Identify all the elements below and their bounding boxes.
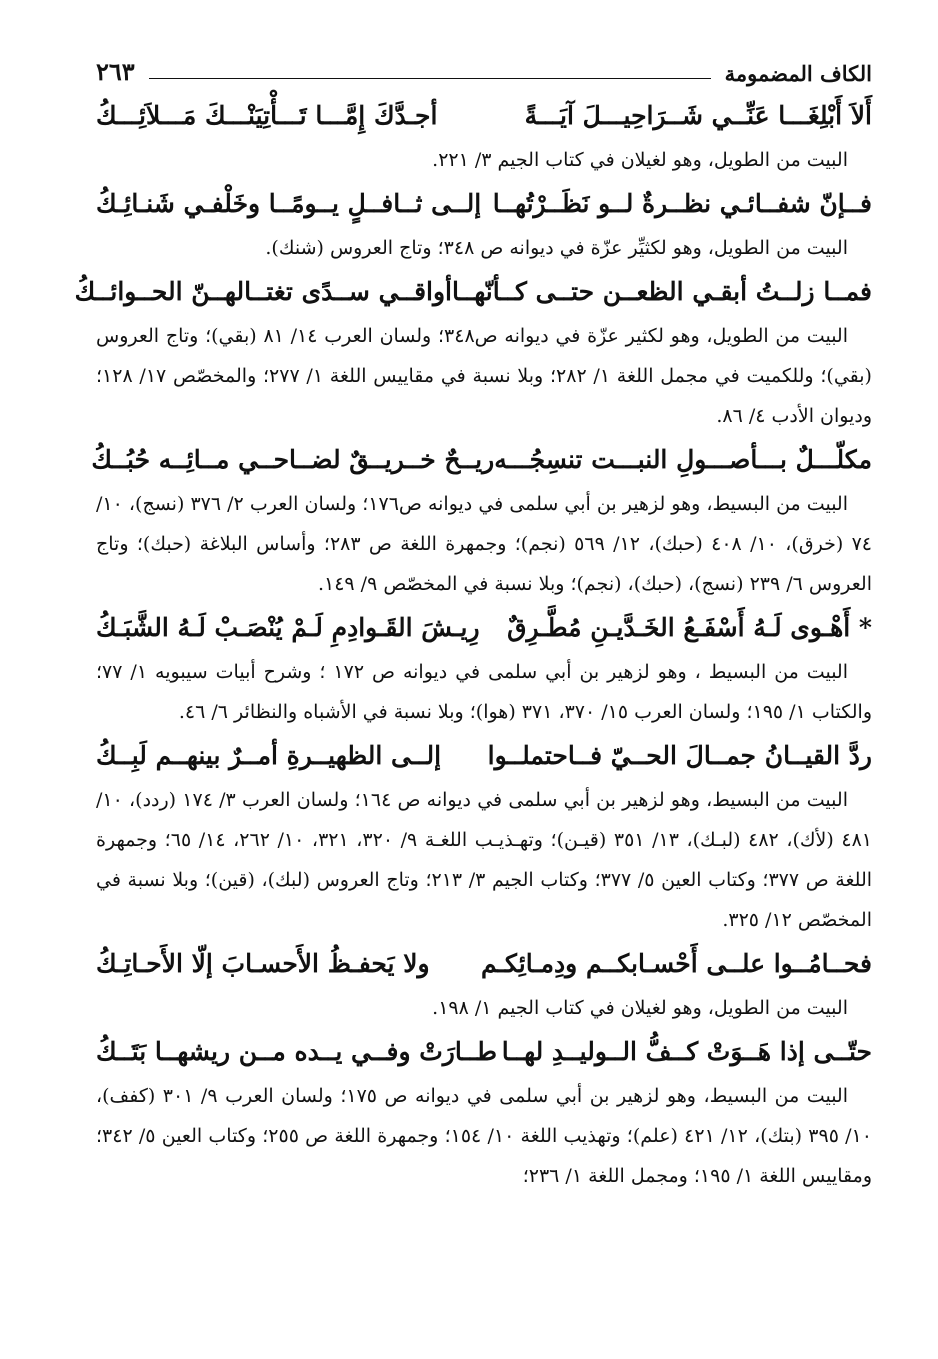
verse-line bbox=[96, 940, 872, 988]
verse-line bbox=[96, 1028, 872, 1076]
verse-line bbox=[74, 268, 872, 316]
header-rule bbox=[149, 78, 711, 79]
verse-line bbox=[96, 604, 872, 652]
hemistich-second: أواقــي ســدًى تغتــالهــنّ الحــوائــكُ bbox=[74, 277, 452, 306]
entry-7 bbox=[96, 940, 872, 1028]
entry-3 bbox=[74, 268, 872, 436]
verse-line bbox=[96, 92, 872, 140]
hemistich-second: ريــحٌ خــريــقٌ لضــاحــي مــائِــه حُبُــكُ bbox=[91, 445, 495, 474]
hemistich-first: فمــا زلــتُ أبقـي الظعــن حتــى كــأنّهــا bbox=[452, 277, 872, 306]
commentary: البيت من البسيط، وهو لزهير بن أبي سلمى في ديوانه ص ١٦٤؛ ولسان العرب ٣/ ١٧٤ (ردد)، ١٠/ ٤٨١ (لأك)، ٤٨٢ (لبـك)، ١٣/ ٣٥١ (قيـن)؛ وتهـذيـب اللغـة ٩/ ٣٢٠، ٣٢١، ١٠/ ٢٦٢، ١٤/ ٦٥؛ وجمهرة اللغة ص ٣٧٧؛ وكتاب العين ٥/ ٣٧٧؛ وكتاب الجيم ٣/ ٢١٣؛ وتاج العروس (لبك)، (قين)؛ وبلا نسبة في المخصّص ١٢/ ٣٢٥. bbox=[96, 789, 873, 931]
entry-1 bbox=[96, 92, 872, 180]
hemistich-first: فحــامُــوا علــى أَحْسـابكــم ودِمـائِكـم bbox=[480, 949, 872, 978]
hemistich-second: طــارَتْ وفــي يــده مــن ريشهــا بَتَــكُ bbox=[96, 1037, 498, 1066]
commentary: البيت من الطويل، وهو لكثيِّر عزّة في ديوانه ص ٣٤٨؛ وتاج العروس (شنك). bbox=[265, 237, 848, 259]
hemistich-second: رِيـشَ القَـوادِمِ لَـمْ يُنْصَـبْ لَـهُ الشَّبَـكُ bbox=[96, 613, 480, 642]
verse-line bbox=[96, 732, 872, 780]
hemistich-first: ردَّ القيــانُ جمــالَ الحــيّ فــاحتملــوا bbox=[487, 741, 872, 770]
hemistich-first: حتّــى إذا هَــوَتْ كــفُّ الــوليــدِ لهــا bbox=[501, 1037, 872, 1066]
entry-8 bbox=[96, 1028, 872, 1196]
entry-4 bbox=[91, 436, 873, 604]
commentary: البيت من الطويل، وهو لغيلان في كتاب الجيم ٣/ ٢٢١. bbox=[432, 149, 848, 171]
entry-6 bbox=[96, 732, 872, 940]
hemistich-first: مكلّـــلٌ بـــأصـــولِ النبـــت تنسِجُـــه bbox=[494, 445, 872, 474]
hemistich-second: إلــى ثــافــلٍ يــومًــا وخَلْفـي شَنـائِـكُ bbox=[96, 189, 482, 218]
verse-line bbox=[91, 436, 872, 484]
page-number: ٢٦٣ bbox=[96, 57, 135, 86]
verse-line bbox=[96, 180, 872, 228]
commentary: البيت من الطويل، وهو لكثير عزّة في ديوانه ص٣٤٨؛ ولسان العرب ١٤/ ٨١ (بقي)؛ وتاج العروس (بقي)؛ وللكميت في مجمل اللغة ١/ ٢٨٢؛ وبلا نسبة في مقاييس اللغة ١/ ٢٧٧؛ والمخصّص ١٧/ ١٢٨؛ وديوان الأدب ٤/ ٨٦. bbox=[96, 325, 872, 427]
hemistich-second: إلــى الظهيــرةِ أمــرٌ بينهــم لَبِــكُ bbox=[96, 741, 442, 770]
commentary: البيت من البسيط، وهو لزهير بن أبي سلمى في ديوانه ص١٧٦؛ ولسان العرب ٢/ ٣٧٦ (نسج)، ١٠/ ٧٤ (خرق)، ١٠/ ٤٠٨ (حبك)، ١٢/ ٥٦٩ (نجم)؛ وجمهرة اللغة ص ٢٨٣؛ وأساس البلاغة (حبك)؛ وتاج العروس ٦/ ٢٣٩ (نسج)، (حبك)، (نجم)؛ وبلا نسبة في المخصّص ٩/ ١٤٩. bbox=[96, 493, 873, 595]
hemistich-first: أَلاَ أَبْلِغَـــا عَنِّــي شَــرَاحِيـــلَ آيَـــةً bbox=[524, 101, 872, 130]
page-header bbox=[96, 52, 872, 86]
hemistich-second: أجـدَّكَ إِمَّـــا تَـــأْتِيَنْـــكَ مَـــلاَئِـــكُ bbox=[96, 101, 438, 130]
entry-5 bbox=[96, 604, 872, 732]
hemistich-first: * أَهْـوى لَـهُ أَسْفَـعُ الخَـدَّيـنِ مُطَّـرِقٌ bbox=[507, 613, 872, 642]
commentary: البيت من البسيط ، وهو لزهير بن أبي سلمى في ديوانه ص ١٧٢ ؛ وشرح أبيات سيبويه ١/ ٧٧؛ والكتاب ١/ ١٩٥؛ ولسان العرب ١٥/ ٣٧٠، ٣٧١ (هوا)؛ وبلا نسبة في الأشباه والنظائر ٦/ ٤٦. bbox=[96, 661, 872, 723]
hemistich-first: فــإنّ شفــائـي نظــرةٌ لــو نَظَــرْتُهــا bbox=[492, 189, 872, 218]
commentary: البيت من البسيط، وهو لزهير بن أبي سلمى في ديوانه ص ١٧٥؛ ولسان العرب ٩/ ٣٠١ (كفف)، ١٠/ ٣٩٥ (بتك)، ١٢/ ٤٢١ (علم)؛ وتهذيب اللغة ١٠/ ١٥٤؛ وجمهرة اللغة ص ٢٥٥؛ وكتاب العين ٥/ ٣٤٢؛ ومقاييس اللغة ١/ ١٩٥؛ ومجمل اللغة ١/ ٢٣٦؛ bbox=[96, 1085, 872, 1187]
running-head: الكاف المضمومة bbox=[724, 61, 872, 86]
commentary: البيت من الطويل، وهو لغيلان في كتاب الجيم ١/ ١٩٨. bbox=[432, 997, 848, 1019]
hemistich-second: ولا يَحفـظُ الأَحسـابَ إلّا الأَحـاتِـكُ bbox=[96, 949, 430, 978]
entry-2 bbox=[96, 180, 872, 268]
